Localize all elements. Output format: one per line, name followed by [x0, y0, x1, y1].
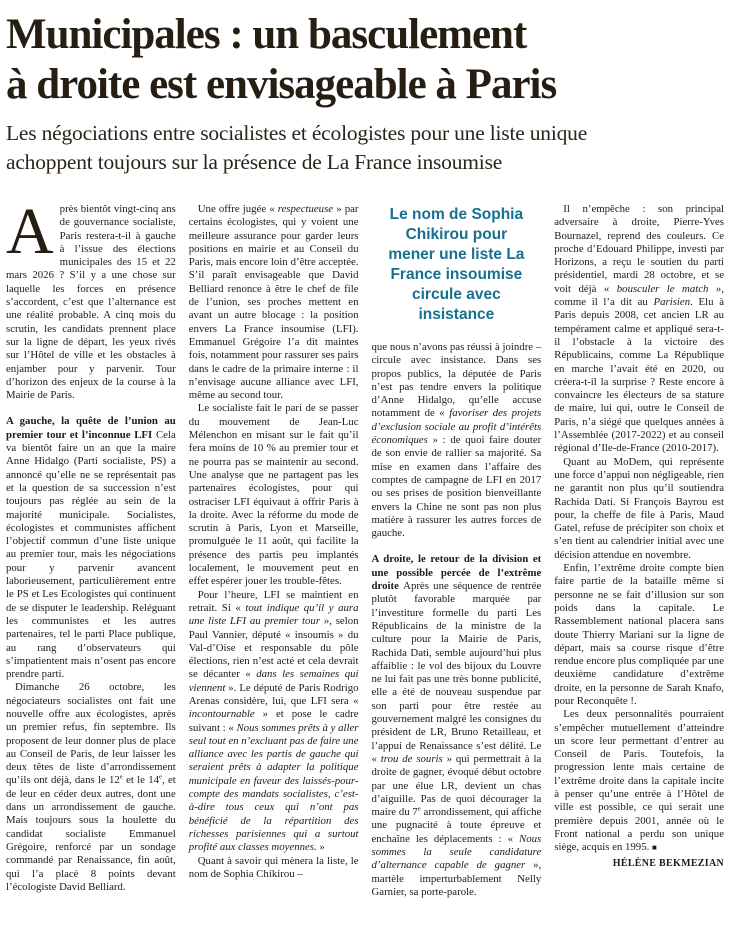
text-segment: » : de quoi faire douter de son envie de rallier sa majorité. Sa mise en examen dans l’affaire des comptes de campagne de LFI en 2017 ou ses prises de position bienveillante envers la Chine ne sont pas non plus matière à rassurer les autres forces de gauche. [371, 434, 542, 540]
text-segment: trou de souris [380, 752, 443, 765]
text-segment: A droite, le retour de la division et une possible percée de l’extrême droite [371, 553, 542, 593]
paragraph [554, 562, 724, 708]
text-segment: », selon Paul Vannier, député « insoumis » du Val-d’Oise et responsable du pôle élections, rien n’est acté et cela devrait se décanter « [188, 615, 359, 681]
column-3 [372, 203, 542, 899]
paragraph-text [554, 203, 724, 454]
subtitle-line-2: achoppent toujours sur la présence de La France insoumise [6, 150, 503, 174]
text-segment: e [417, 805, 421, 813]
paragraph-text [554, 456, 724, 561]
byline: HÉLÈNE BEKMEZIAN [612, 857, 724, 869]
paragraph [372, 341, 542, 540]
text-segment: . Elu à Paris depuis 2008, cet ancien LR au tempérament calme et appliqué sera-t-il l’obstacle à la victoire des Républicains, comme La République en marche l’avait été en 2020, ou créera-t-il la surprise ? Reste encore à convaincre les électeurs de sa stature de maire, lui qui, outre le Conseil de Paris, n’a siégé que quelques années à l’Assemblée (2017-2022) et au conseil régional d’Ile-de-France (2010-2017). [554, 296, 724, 455]
text-segment: près bientôt vingt-cinq ans de gouvernance socialiste, Paris restera-t-il à gauche à l’issue des élections municipales des 15 et 22 mars 2026 ? S’il y a une chose sur laquelle les forces en présence s’accordent, c’est que l’alternance est une réalité probable. A cinq mois du scrutin, les candidats prennent place sur la ligne de départ, les yeux rivés sur l’Hôtel de ville et les obstacles à enjamber pour y parvenir. Tour d’horizon des enjeux de la course à la Mairie de Paris. [6, 203, 176, 402]
paragraph-text [554, 562, 724, 707]
paragraph-text [189, 855, 359, 880]
subtitle-line-1: Les négociations entre socialistes et écologistes pour une liste unique [6, 121, 588, 145]
column-4 [554, 203, 724, 869]
text-segment: tout indique qu’il y aura une liste LFI au premier tour [188, 601, 359, 628]
text-segment: Parisien [653, 296, 691, 309]
text-segment: Quant à savoir qui mènera la liste, le nom de Sophia Chikirou – [188, 854, 359, 880]
lead-paragraph [6, 195, 176, 402]
text-segment: Après une séquence de rentrée plutôt favorable marquée par l’investiture formelle du parti Les Républicains de la ministre de la culture pour la Mairie de Paris, Rachida Dati, semble aujourd’hui plus affaiblie : le vol des bijoux du Louvre ne lui fait pas une très bonne publicité, elle a été de nouveau suspendue par son parti pour être restée au gouvernement malgré les consignes du président de LR, Bruno Retailleau, et l’appui de Renaissance s’est délité. Le « [371, 580, 542, 765]
article-columns [6, 195, 724, 899]
text-segment: que nous n’avons pas réussi à joindre – circule avec insistance. Dans ses propos publics, la députée de Paris n’est pas tendre envers la politique d’Anne Hidalgo, qu’elle accuse notamment de « [371, 341, 542, 420]
text-segment: Pour l’heure, LFI se maintient en retrait. Si « [188, 588, 359, 614]
paragraph-with-subhead-right [372, 553, 542, 899]
text-segment: arrondissement, qui affiche une pugnacité à toute épreuve et enchaîne les déplacements : « [371, 806, 542, 845]
text-segment: Une offre jugée « [197, 203, 278, 215]
text-segment: A gauche, la quête de l’union au premier tour et l’inconnue LFI [6, 415, 176, 441]
drop-cap: A [6, 195, 54, 268]
text-segment: Cela va bientôt faire un an que la maire Anne Hidalgo (Parti socialiste, PS) a annoncé qu’elle ne se représentait pas et la question de sa succession n’est toujours pas réglée au sein de la majorité municipale. Socialistes, écologistes et communistes affichent l’objectif commun d’une liste unique au premier tour, mais les négociations pour y parvenir avancent laborieusement, particulièrement entre le PS et Les Ecologistes qui continuent de se disputer le leadership. Reléguant les communistes et les autres partenaires, tel le parti Place publique, au rang d’observateurs qui s’impatientent mais n’osent pas encore prendre parti. [6, 428, 176, 681]
text-segment: ». Le député de Paris Rodrigo Arenas considère, lui, que LFI sera « [188, 681, 359, 707]
paragraph-text [189, 589, 359, 854]
text-segment: » [316, 841, 325, 854]
text-segment: e [119, 773, 123, 781]
paragraph-text [554, 708, 724, 853]
text-segment: incontournable [188, 708, 255, 721]
text-segment: e [159, 773, 162, 781]
article-headline [6, 10, 724, 110]
paragraph-text [6, 681, 176, 892]
text-segment: », martèle imperturbablement Nelly Garnier, sa porte-parole. [371, 859, 542, 898]
paragraph [6, 681, 176, 894]
text-segment: Dimanche 26 octobre, les négociateurs socialistes ont fait une nouvelle offre aux écologistes, après un premier refus, fin septembre. Ils proposent de leur donner plus de place au Conseil de Paris, de leur laisser les deux têtes de liste d’arrondissement qu’ils ont déjà, dans le 12 [6, 681, 176, 787]
text-segment: favoriser des projets d’exclusion sociale au profit d’intérêts économiques [371, 407, 542, 447]
text-segment: dans les semaines qui viennent [188, 668, 359, 694]
paragraph-text [6, 415, 176, 680]
text-segment: ■ [652, 843, 657, 853]
paragraph [189, 855, 359, 882]
paragraph-text [189, 402, 359, 587]
text-segment: Le socialiste fait le pari de se passer du mouvement de Jean-Luc Mélenchon en misant sur le fait qu’il fera moins de 10 % au premier tour et ne pourra pas se maintenir au second. Une analyse que ne partagent pas les partenaires écologistes, pour qui ostraciser LFI équivaut à offrir Paris à la droite. Avec la réforme du mode de scrutin à Paris, Lyon et Marseille, promulguée le 11 août, qui facilite la présence des partis peu implantés localement, le mouvement peut en effet espérer jouer les trouble-fêtes. [188, 402, 359, 588]
text-segment: , et de leur en céder deux autres, dont une dans un arrondissement de gauche. Mais toujours sous la houlette du candidat socialiste Emmanuel Grégoire, renforcé par un sondage commandé par Renaissance, fin août, qui l’a placé 8 points devant l’écologiste David Belliard. [6, 774, 176, 893]
text-segment: Il n’empêche : son principal adversaire à droite, Pierre-Yves Bournazel, reprend des couleurs. Ce proche d’Edouard Philippe, investi par Horizons, a reçu le soutien du parti présidentiel, mardi 28 octobre, et se voit déjà « [554, 203, 724, 295]
text-segment: bousculer le match [616, 282, 709, 295]
text-segment: Nous sommes prêts à y aller seul tout en n’excluant pas de faire une alliance avec les partis de gauche qui seraient prêts à adapter la politique municipale en faveur des laissés-pour-compte des mandats socialistes, c’est-à-dire tous ceux qui n’ont pas bénéficié de la répartition des richesses parisiennes qui a surtout profité aux classes moyennes. [188, 721, 359, 854]
text-segment: » et pose le cadre suivant : « [188, 708, 359, 734]
column-2 [189, 203, 359, 881]
pull-quote: Le nom de Sophia Chikirou pour mener une liste La France insoumise circule avec insistance [388, 206, 525, 323]
paragraph-text [372, 553, 542, 897]
paragraph [554, 456, 724, 562]
column-1 [6, 195, 176, 894]
paragraph [189, 203, 359, 402]
paragraph [189, 402, 359, 588]
text-segment: » par certains écologistes, qui y voient une meilleure assurance pour garder leurs positions en mairie et au Conseil du Paris, mais encore loin d’être acceptée. S’il paraît envisageable que David Belliard renonce à être le chef de file de l’union, ses proches mettent en avant un autre blocage : la position envers La France insoumise (LFI). Emmanuel Grégoire l’a dit maintes fois, notamment pour rassurer ses pairs dans le cadre de la primaire interne : il n’envisage aucune alliance avec LFI, même au second tour. [188, 203, 359, 402]
headline-line-2: à droite est envisageable à Paris [6, 61, 557, 108]
headline-line-1: Municipales : un basculement [6, 11, 527, 58]
paragraph [189, 589, 359, 855]
text-segment: Enfin, l’extrême droite compte bien faire partie de la bataille même si personne ne se fait d’illusion sur son poids dans la capitale. Le Rassemblement national placera sans doute Thierry Mariani sur la ligne de départ, mais sa course risque d’être rendue encore plus compliquée par une deuxième candidature d’extrême droite, en la personne de Sarah Knafo, pour Reconquête !. [554, 562, 724, 707]
text-segment: et le 14 [122, 774, 159, 787]
paragraph-with-subhead-left [6, 415, 176, 681]
text-segment: » qui permettrait à la droite de gagner, évoqué début octobre par une élue LR, devient un chas d’aiguille. Pas de quoi décourager la maire du 7 [371, 752, 542, 819]
paragraph-text [189, 203, 359, 401]
article-subtitle [6, 119, 724, 177]
text-segment: Nous sommes la seule candidature d’alternance capable de gagner [371, 832, 542, 872]
paragraph-text [372, 341, 542, 539]
text-segment: respectueuse [277, 203, 334, 215]
text-segment: Quant au MoDem, qui représente une force d’appui non négligeable, rien ne garantit non plus qu’il soutiendra Rachida Dati. Si François Bayrou est pour, la cheffe de file à Paris, Maud Gatel, refuse de précipiter son choix et s’en tient au calendrier initial avec une décision attendue en novembre. [554, 455, 724, 561]
closing-paragraph [554, 708, 724, 854]
text-segment: Les deux personnalités pourraient s’empêcher mutuellement d’atteindre un score leur permettant d’entrer au Conseil de Paris. Toutefois, la progression lente mais certaine de l’extrême droite dans la capitale incite à penser qu’une entrée à l’Hôtel de ville est possible, ce qui serait une première depuis 2001, année où le Front national a perdu son unique siège, acquis en 1995. [554, 708, 724, 854]
paragraph [554, 203, 724, 456]
text-segment: », comme il l’a dit au [554, 282, 724, 309]
